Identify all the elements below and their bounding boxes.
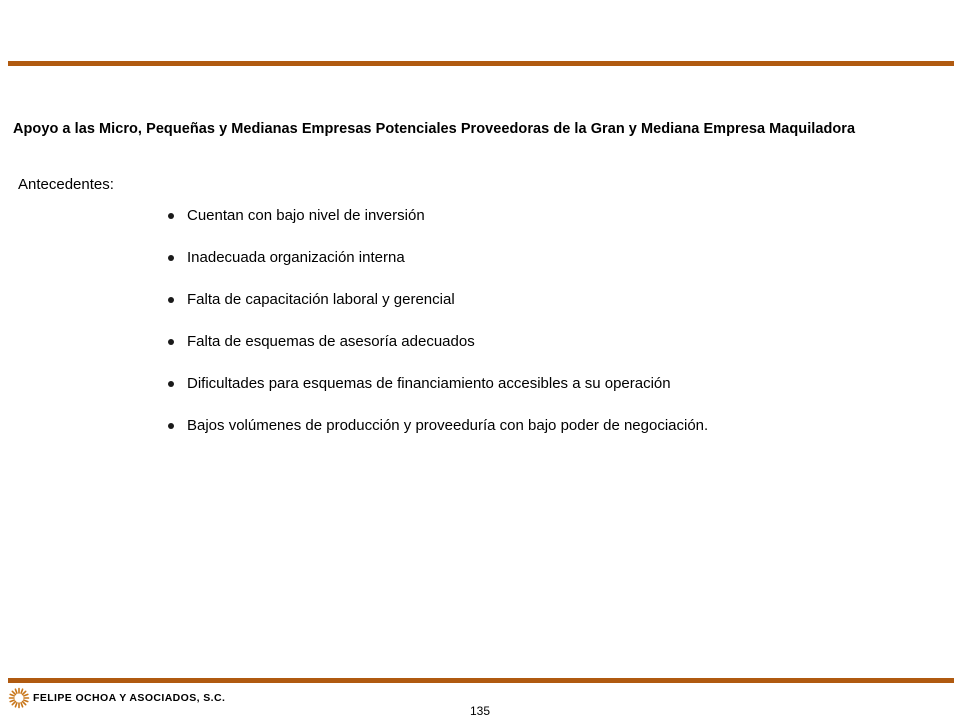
bottom-divider bbox=[8, 678, 954, 683]
list-item bbox=[168, 374, 708, 416]
bullet-icon bbox=[168, 339, 174, 345]
list-item-text: Falta de capacitación laboral y gerencial bbox=[187, 291, 455, 308]
page-number: 135 bbox=[470, 704, 491, 718]
list-item-text: Bajos volúmenes de producción y proveeduría con bajo poder de negociación. bbox=[187, 417, 709, 434]
list-item bbox=[168, 248, 708, 290]
list-item-text: Cuentan con bajo nivel de inversión bbox=[187, 207, 425, 224]
list-item-text: Inadecuada organización interna bbox=[187, 249, 405, 266]
company-name: FELIPE OCHOA Y ASOCIADOS, S.C. bbox=[33, 692, 226, 704]
bullet-icon bbox=[168, 297, 174, 303]
page-title: Apoyo a las Micro, Pequeñas y Medianas Empresas Potenciales Proveedoras de la Gran y Mediana Empresa Maquiladora bbox=[13, 121, 856, 137]
bullet-icon bbox=[168, 255, 174, 261]
sunburst-logo-icon bbox=[8, 687, 30, 709]
list-item bbox=[168, 206, 708, 248]
bullet-icon bbox=[168, 381, 174, 387]
top-divider bbox=[8, 61, 954, 66]
bullet-list bbox=[168, 206, 708, 458]
list-item bbox=[168, 416, 708, 458]
bullet-icon bbox=[168, 423, 174, 429]
list-item-text: Falta de esquemas de asesoría adecuados bbox=[187, 333, 475, 350]
list-item-text: Dificultades para esquemas de financiamiento accesibles a su operación bbox=[187, 375, 671, 392]
bullet-icon bbox=[168, 213, 174, 219]
list-item bbox=[168, 332, 708, 374]
section-label: Antecedentes: bbox=[18, 176, 114, 193]
list-item bbox=[168, 290, 708, 332]
